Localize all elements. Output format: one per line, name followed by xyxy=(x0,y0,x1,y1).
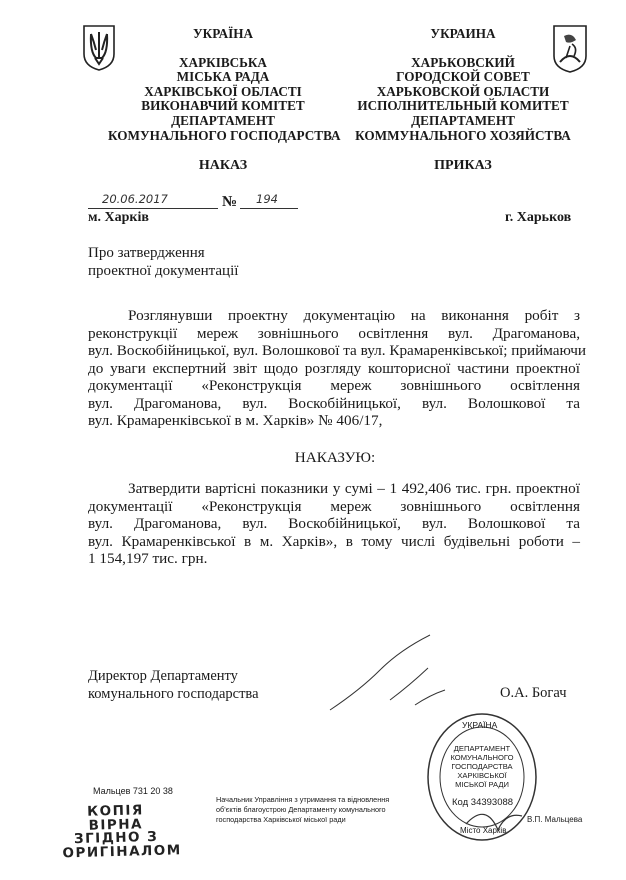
stamp-code: Код 34393088 xyxy=(452,797,514,808)
right-line-6: КОММУНАЛЬНОГО ХОЗЯЙСТВА xyxy=(355,127,571,143)
stamp-inner-4: ХАРКІВСЬКОЇ xyxy=(457,771,507,780)
copy-stamp-line-2: ЗГІДНО З xyxy=(73,828,159,848)
stamp-inner-5: МІСЬКОЇ РАДИ xyxy=(455,780,509,789)
copy-stamp xyxy=(61,802,182,861)
subject-line-2: проектної документації xyxy=(88,262,239,279)
left-line-4: ВИКОНАВЧИЙ КОМІТЕТ xyxy=(141,98,305,114)
preamble-line-5: документації «Реконструкція мереж зовнішнього освітлення xyxy=(88,377,580,394)
preamble-line-4: до уваги експертний звіт щодо розгляду кошторисної частини проектної xyxy=(88,359,580,377)
order-word: НАКАЗУЮ: xyxy=(294,449,376,466)
copy-stamp-line-3: ОРИГІНАЛОМ xyxy=(62,841,182,861)
kharkiv-coat-of-arms xyxy=(552,24,588,74)
decision-paragraph xyxy=(88,480,580,568)
certification-line-1: Начальник Управління з утримання та відновлення xyxy=(216,795,390,804)
decision-line-4: вул. Крамаренківської в м. Харків», в тому числі будівельні роботи – xyxy=(88,532,580,550)
stamp-outer-top: УКРАЇНА xyxy=(462,720,498,730)
copy-stamp-line-1: КОПІЯ ВІРНА xyxy=(86,802,145,834)
right-line-4: ИСПОЛНИТЕЛЬНЫЙ КОМИТЕТ xyxy=(357,98,569,114)
decision-line-3: вул. Драгоманова, вул. Воскобійницької, вул. Волошкової та xyxy=(88,515,580,532)
preamble-line-3: вул. Воскобійницької, вул. Волошкової та вул. Крамаренківської; приймаючи xyxy=(88,342,587,359)
decision-line-1: Затвердити вартісні показники у сумі – 1 492,406 тис. грн. проектної xyxy=(128,480,580,497)
left-header xyxy=(108,26,341,143)
order-number: 194 xyxy=(256,192,278,206)
certification-line-3: господарства Харківської міської ради xyxy=(216,815,346,824)
stamp-outer-bottom: Місто Харків xyxy=(460,826,507,835)
left-line-3: ХАРКІВСЬКОЇ ОБЛАСТІ xyxy=(144,83,302,99)
signature-position-line-1: Директор Департаменту xyxy=(88,668,238,684)
number-sign: № xyxy=(222,194,238,210)
preamble-line-7: вул. Крамаренківської в м. Харків» № 406/17, xyxy=(88,412,383,429)
stamp-inner-3: ГОСПОДАРСТВА xyxy=(451,762,513,771)
right-line-1: ХАРЬКОВСКИЙ xyxy=(411,54,515,70)
city-ua: м. Харків xyxy=(88,210,149,225)
number-underline xyxy=(240,208,298,209)
signature-position xyxy=(88,668,259,703)
decision-line-2: документації «Реконструкція мереж зовнішнього освітлення xyxy=(88,497,580,515)
decision-line-5: 1 154,197 тис. грн. xyxy=(88,550,208,567)
preamble-line-6: вул. Драгоманова, вул. Воскобійницької, вул. Волошкової та xyxy=(88,394,580,412)
stamp-inner-text xyxy=(446,744,518,789)
certification-line-2: об'єктів благоустрою Департаменту комунального xyxy=(216,805,386,814)
right-line-3: ХАРЬКОВСКОЙ ОБЛАСТИ xyxy=(376,83,550,99)
date-underline xyxy=(88,208,218,209)
right-doc-type: ПРИКАЗ xyxy=(434,158,492,173)
stamp-inner-1: ДЕПАРТАМЕНТ xyxy=(453,744,511,753)
right-line-2: ГОРОДСКОЙ СОВЕТ xyxy=(396,69,530,85)
executor: Мальцев 731 20 38 xyxy=(93,786,173,796)
stamp-inner-2: КОМУНАЛЬНОГО xyxy=(450,753,514,762)
left-country: УКРАЇНА xyxy=(192,26,254,41)
right-header xyxy=(348,27,578,143)
handwritten-signature xyxy=(320,630,460,720)
subject xyxy=(88,245,238,280)
left-line-1: ХАРКІВСЬКА xyxy=(179,54,267,70)
right-line-5: ДЕПАРТАМЕНТ xyxy=(411,112,515,128)
left-line-2: МІСЬКА РАДА xyxy=(176,69,270,85)
order-date: 20.06.2017 xyxy=(102,192,168,206)
left-doc-type: НАКАЗ xyxy=(198,158,248,173)
certification-name: В.П. Мальцева xyxy=(527,815,583,824)
subject-line-1: Про затвердження xyxy=(88,245,205,261)
right-country: УКРАИНА xyxy=(430,26,496,41)
certification xyxy=(216,795,389,825)
signatory-name: О.А. Богач xyxy=(500,685,567,701)
preamble-line-2: реконструкції мереж зовнішнього освітлення вул. Драгоманова, xyxy=(88,324,580,342)
city-ru: г. Харьков xyxy=(505,210,572,225)
preamble-line-1: Розглянувши проектну документацію на виконання робіт з xyxy=(128,307,580,324)
left-line-6: КОМУНАЛЬНОГО ГОСПОДАРСТВА xyxy=(108,127,341,143)
signature-position-line-2: комунального господарства xyxy=(88,685,259,702)
preamble-paragraph xyxy=(88,307,587,430)
left-line-5: ДЕПАРТАМЕНТ xyxy=(171,112,275,128)
